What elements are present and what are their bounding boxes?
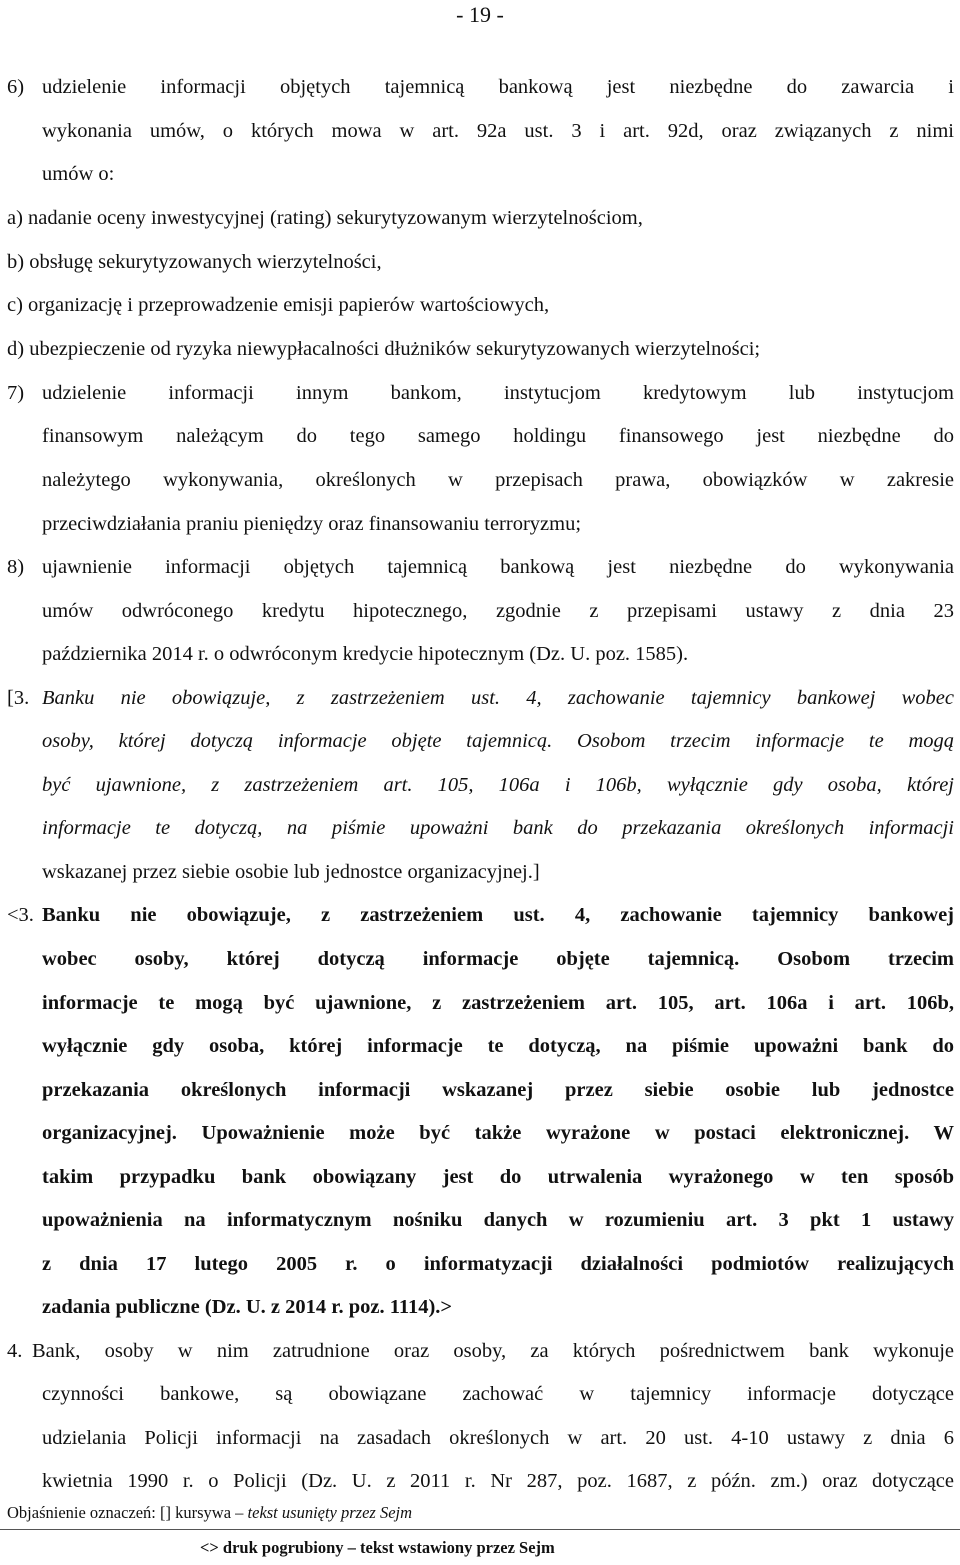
deleted-line-2: osoby, której dotyczą informacje objęte tajemnicą. Osobom trzecim informacje te mogą xyxy=(42,730,954,752)
inserted-line-6: organizacyjnej. Upoważnienie może być także wyrażone w postaci elektronicznej. W xyxy=(42,1122,954,1144)
inserted-line-2: wobec osoby, której dotyczą informacje objęte tajemnicą. Osobom trzecim xyxy=(42,948,954,970)
inserted-paragraph-label: <3. xyxy=(7,904,34,926)
inserted-line-1: Banku nie obowiązuje, z zastrzeżeniem ust. 4, zachowanie tajemnicy bankowej xyxy=(42,904,954,926)
inserted-line-3: informacje te mogą być ujawnione, z zastrzeżeniem art. 105, art. 106a i art. 106b, xyxy=(42,992,954,1014)
deleted-line-5: wskazanej przez siebie osobie lub jednostce organizacyjnej.] xyxy=(42,861,540,883)
item-6-line-1: udzielenie informacji objętych tajemnicą bankową jest niezbędne do zawarcia i xyxy=(42,76,954,98)
inserted-line-8: upoważnienia na informatycznym nośniku danych w rozumieniu art. 3 pkt 1 ustawy xyxy=(42,1209,954,1231)
deleted-line-1: Banku nie obowiązuje, z zastrzeżeniem ust. 4, zachowanie tajemnicy bankowej wobec xyxy=(42,687,954,709)
item-6-line-2: wykonania umów, o których mowa w art. 92a ust. 3 i art. 92d, oraz związanych z nimi xyxy=(42,120,954,142)
item-8-label: 8) xyxy=(7,556,25,578)
deleted-line-4: informacje te dotyczą, na piśmie upoważni bank do przekazania określonych informacji xyxy=(42,817,954,839)
item-7-line-3: należytego wykonywania, określonych w przepisach prawa, obowiązków w zakresie xyxy=(42,469,954,491)
sub-item-d: d) ubezpieczenie od ryzyka niewypłacalności dłużników sekurytyzowanych wierzytelności; xyxy=(7,338,761,360)
item-8-line-3: października 2014 r. o odwróconym kredycie hipotecznym (Dz. U. poz. 1585). xyxy=(42,643,689,665)
item-7-line-4: przeciwdziałania praniu pieniędzy oraz finansowaniu terroryzmu; xyxy=(42,513,582,535)
inserted-line-5: przekazania określonych informacji wskazanej przez siebie osobie lub jednostce xyxy=(42,1079,954,1101)
page-number: - 19 - xyxy=(456,2,504,27)
item-6-label: 6) xyxy=(7,76,25,98)
paragraph-4-label: 4. xyxy=(7,1340,23,1362)
item-7-line-2: finansowym należącym do tego samego holdingu finansowego jest niezbędne do xyxy=(42,425,954,447)
footer-divider xyxy=(0,1529,960,1530)
paragraph-4-line-3: udzielania Policji informacji na zasadach określonych w art. 20 ust. 4-10 ustawy z dnia 6 xyxy=(42,1427,954,1449)
item-7-line-1: udzielenie informacji innym bankom, instytucjom kredytowym lub instytucjom xyxy=(42,382,954,404)
paragraph-4-line-1: Bank, osoby w nim zatrudnione oraz osoby, za których pośrednictwem bank wykonuje xyxy=(32,1340,954,1362)
footer-legend-italic: tekst usunięty przez Sejm xyxy=(247,1503,413,1522)
item-7-label: 7) xyxy=(7,382,25,404)
paragraph-4-line-4: kwietnia 1990 r. o Policji (Dz. U. z 2011 r. Nr 287, poz. 1687, z późn. zm.) oraz dotyczące xyxy=(42,1470,954,1492)
deleted-line-3: być ujawnione, z zastrzeżeniem art. 105, 106a i 106b, wyłącznie gdy osoba, której xyxy=(42,774,954,796)
paragraph-4-line-2: czynności bankowe, są obowiązane zachować w tajemnicy informacje dotyczące xyxy=(42,1383,954,1405)
inserted-line-7: takim przypadku bank obowiązany jest do utrwalenia wyrażonego w ten sposób xyxy=(42,1166,954,1188)
inserted-line-9: z dnia 17 lutego 2005 r. o informatyzacji działalności podmiotów realizujących xyxy=(42,1253,954,1275)
footer-legend-bold: <> druk pogrubiony – tekst wstawiony przez Sejm xyxy=(200,1538,555,1557)
item-8-line-2: umów odwróconego kredytu hipotecznego, zgodnie z przepisami ustawy z dnia 23 xyxy=(42,600,954,622)
sub-item-a: a) nadanie oceny inwestycyjnej (rating) sekurytyzowanym wierzytelnościom, xyxy=(7,207,643,229)
inserted-line-10: zadania publiczne (Dz. U. z 2014 r. poz. 1114).> xyxy=(42,1296,453,1318)
sub-item-b: b) obsługę sekurytyzowanych wierzytelności, xyxy=(7,251,382,273)
sub-item-c: c) organizację i przeprowadzenie emisji papierów wartościowych, xyxy=(7,294,550,316)
item-6-line-3: umów o: xyxy=(42,163,115,185)
item-8-line-1: ujawnienie informacji objętych tajemnicą bankową jest niezbędne do wykonywania xyxy=(42,556,954,578)
deleted-paragraph-label: [3. xyxy=(7,687,30,709)
inserted-line-4: wyłącznie gdy osoba, której informacje te dotyczą, na piśmie upoważni bank do xyxy=(42,1035,954,1057)
footer-legend-prefix: Objaśnienie oznaczeń: [] kursywa – xyxy=(7,1503,244,1522)
